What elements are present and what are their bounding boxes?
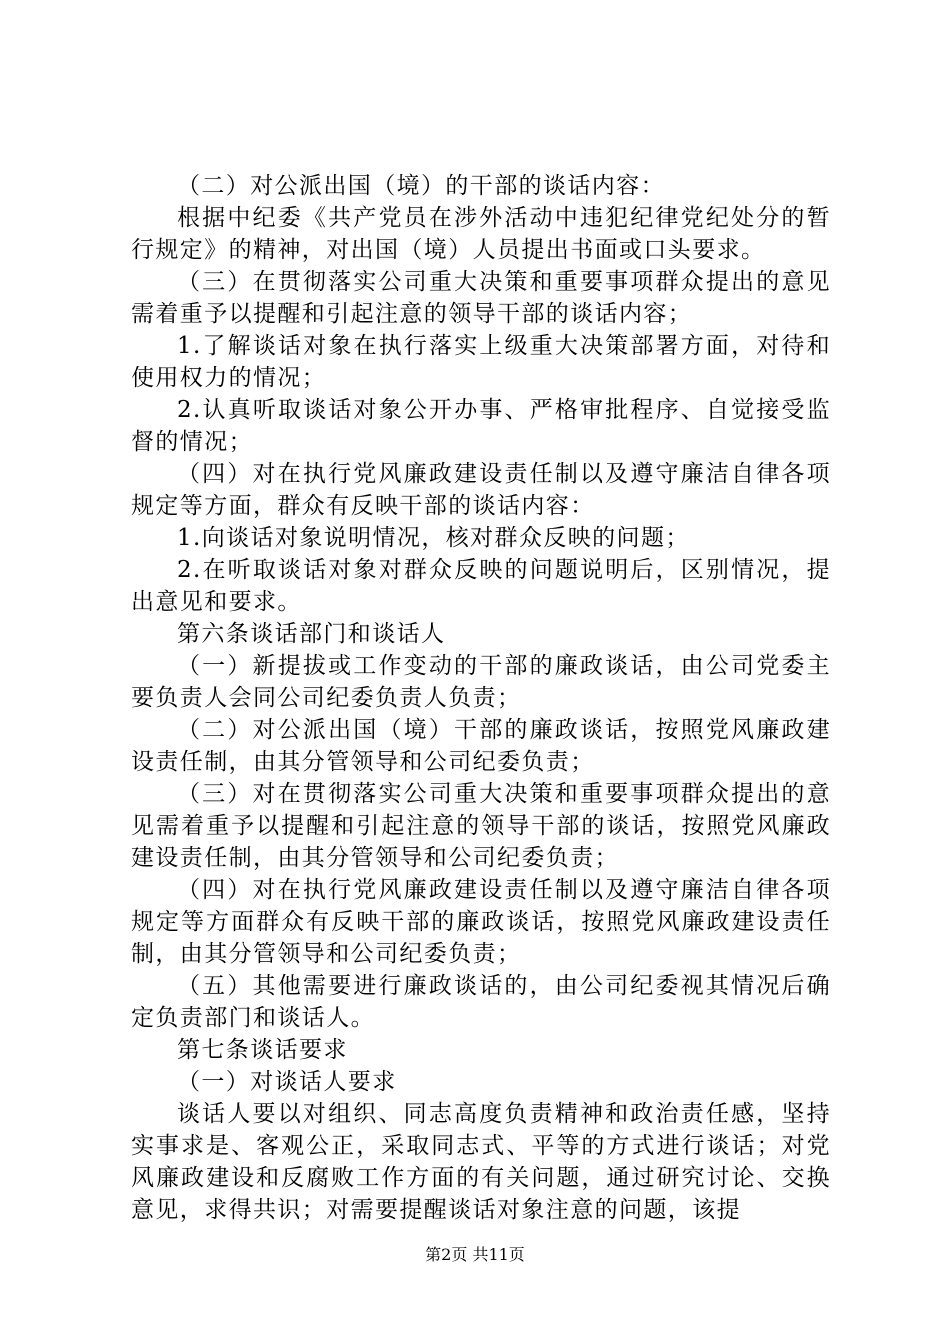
paragraph: （四）对在执行党风廉政建设责任制以及遵守廉洁自律各项规定等方面，群众有反映干部的谈话内容： — [131, 461, 831, 519]
paragraph: （二）对公派出国（境）的干部的谈话内容： — [177, 173, 665, 199]
paragraph: 1.向谈话对象说明情况，核对群众反映的问题； — [177, 525, 690, 551]
paragraph: 根据中纪委《共产党员在涉外活动中违犯纪律党纪处分的暂行规定》的精神，对出国（境）人员提出书面或口头要求。 — [131, 205, 831, 263]
paragraph: （五）其他需要进行廉政谈话的，由公司纪委视其情况后确定负责部门和谈话人。 — [131, 973, 831, 1031]
section-heading: 第六条谈话部门和谈话人 — [177, 621, 446, 647]
paragraph: （一）新提拔或工作变动的干部的廉政谈话，由公司党委主要负责人会同公司纪委负责人负责； — [131, 653, 831, 711]
section-heading: 第七条谈话要求 — [177, 1037, 348, 1063]
paragraph: （二）对公派出国（境）干部的廉政谈话，按照党风廉政建设责任制，由其分管领导和公司纪委负责； — [131, 717, 831, 775]
paragraph: 2.认真听取谈话对象公开办事、严格审批程序、自觉接受监督的情况； — [131, 397, 831, 455]
paragraph: 2.在听取谈话对象对群众反映的问题说明后，区别情况，提出意见和要求。 — [131, 557, 831, 615]
paragraph: （三）对在贯彻落实公司重大决策和重要事项群众提出的意见需着重予以提醒和引起注意的领导干部的谈话，按照党风廉政建设责任制，由其分管领导和公司纪委负责； — [131, 781, 831, 871]
document-body — [131, 170, 831, 1226]
paragraph: （四）对在执行党风廉政建设责任制以及遵守廉洁自律各项规定等方面群众有反映干部的廉政谈话，按照党风廉政建设责任制，由其分管领导和公司纪委负责； — [131, 877, 831, 967]
page-number: 第2页 共11页 — [425, 1245, 525, 1264]
paragraph: （三）在贯彻落实公司重大决策和重要事项群众提出的意见需着重予以提醒和引起注意的领导干部的谈话内容； — [131, 269, 831, 327]
subsection-heading: （一）对谈话人要求 — [177, 1069, 397, 1095]
paragraph: 1.了解谈话对象在执行落实上级重大决策部署方面，对待和使用权力的情况； — [131, 333, 831, 391]
paragraph: 谈话人要以对组织、同志高度负责精神和政治责任感，坚持实事求是、客观公正，采取同志式、平等的方式进行谈话；对党风廉政建设和反腐败工作方面的有关问题，通过研究讨论、交换意见，求得共识；对需要提醒谈话对象注意的问题，该提 — [131, 1101, 831, 1223]
